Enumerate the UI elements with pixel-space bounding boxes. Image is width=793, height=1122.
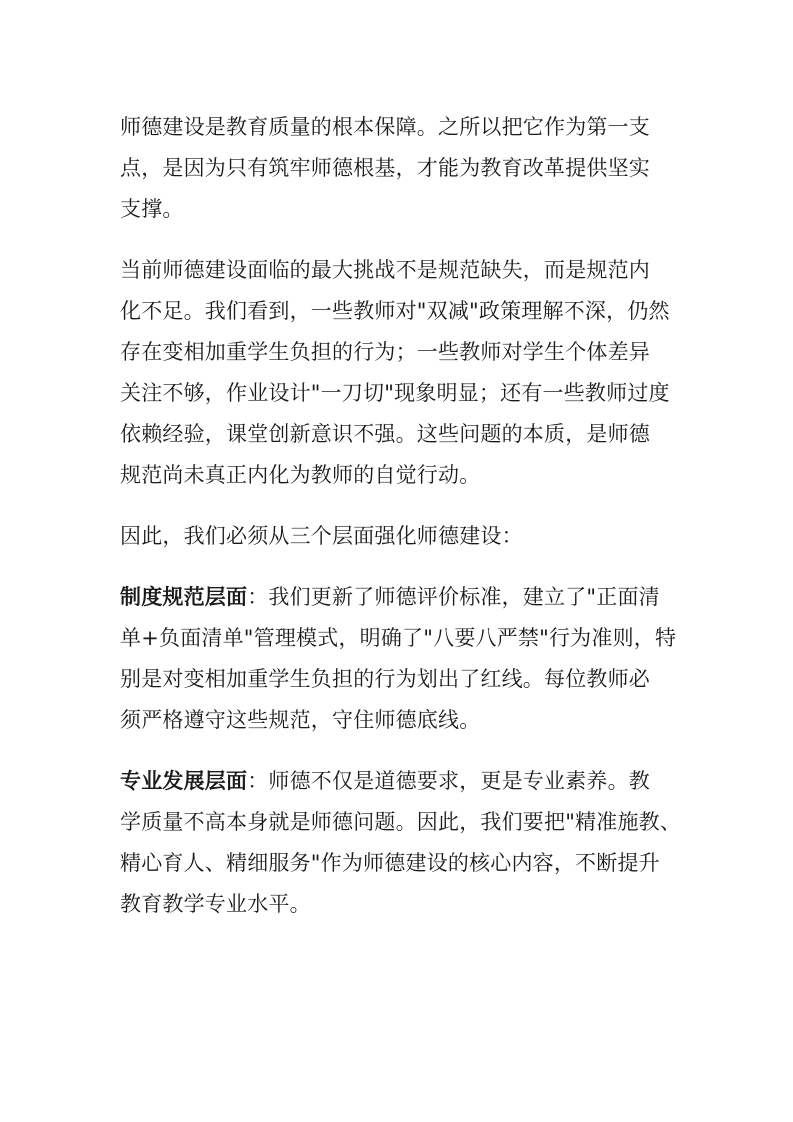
text-line: 教育教学专业水平。 [120,892,311,916]
paragraph-foundation [120,107,720,230]
text-line: 关注不够，作业设计"一刀切"现象明显；还有一些教师过度 [120,381,670,405]
text-line: 学质量不高本身就是师德问题。因此，我们要把"精准施教、 [120,810,682,834]
text-line: 须严格遵守这些规范，守住师德底线。 [120,708,481,732]
text-line: 依赖经验，课堂创新意识不强。这些问题的本质，是师德 [120,422,650,446]
text-line: 精心育人、精细服务"作为师德建设的核心内容，不断提升 [120,851,660,875]
text-segment: ：师德不仅是道德要求，更是专业素养。教 [247,769,651,793]
text-line: 别是对变相加重学生负担的行为划出了红线。每位教师必 [120,667,650,691]
text-line: 存在变相加重学生负担的行为；一些教师对学生个体差异 [120,340,650,364]
paragraph-professional-level [120,761,720,925]
text-line [120,761,720,802]
text-line: 因此，我们必须从三个层面强化师德建设： [120,524,523,548]
paragraph-intro-levels [120,516,720,557]
text-line: 规范尚未真正内化为教师的自觉行动。 [120,463,481,487]
text-line: 当前师德建设面临的最大挑战不是规范缺失，而是规范内 [120,258,650,282]
text-line: 师德建设是教育质量的根本保障。之所以把它作为第一支 [120,115,650,139]
paragraph-challenges [120,250,720,496]
text-line: 支撑。 [120,197,184,221]
section-lead-bold: 制度规范层面 [120,585,248,609]
text-line [120,577,720,618]
text-line: 化不足。我们看到，一些教师对"双减"政策理解不深，仍然 [120,299,670,323]
text-segment: ：我们更新了师德评价标准，建立了"正面清 [247,585,660,609]
text-line: 点，是因为只有筑牢师德根基，才能为教育改革提供坚实 [120,156,650,180]
paragraph-institutional-level [120,577,720,741]
text-line: 单+负面清单"管理模式，明确了"八要八严禁"行为准则，特 [120,626,677,650]
section-lead-bold: 专业发展层面 [120,769,248,793]
document-page [120,107,720,945]
